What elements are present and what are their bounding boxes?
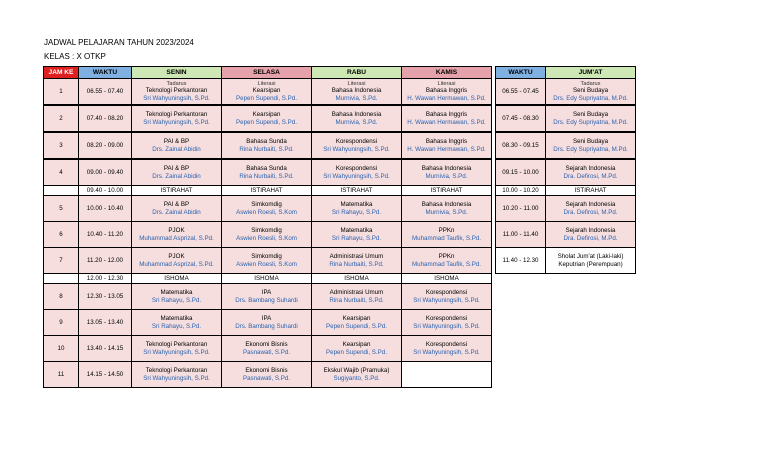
teacher-name: Murnivia, S.Pd. <box>335 94 378 102</box>
lesson-cell <box>312 159 402 186</box>
lesson-cell <box>402 336 492 362</box>
subject-name: Ekonomi Bisnis <box>245 367 288 375</box>
header-jam-ke: JAM KE <box>44 67 79 79</box>
lesson-cell <box>312 362 402 388</box>
subject-name: PPKn <box>438 253 455 261</box>
lesson-cell <box>402 310 492 336</box>
waktu-cell: 14.15 - 14.50 <box>79 362 132 388</box>
lesson-cell <box>222 310 312 336</box>
subject-name: Bahasa Indonesia <box>331 87 382 95</box>
teacher-name: Drs. Edy Supriyatna, M.Pd. <box>553 145 628 153</box>
teacher-name: Drs. Bambang Suhardi <box>235 322 298 330</box>
table-row <box>44 362 492 388</box>
friday-lesson-cell <box>546 196 636 222</box>
friday-waktu-cell: 11.00 - 11.40 <box>496 222 546 248</box>
table-row <box>44 284 492 310</box>
subject-name: Teknologi Perkantoran <box>145 111 208 119</box>
header-rabu: RABU <box>312 67 402 79</box>
teacher-name: Aswien Roesli, S.Kom <box>236 208 297 216</box>
waktu-cell: 12.00 - 12.30 <box>79 274 132 284</box>
teacher-name: Rina Nurbaiti, S.Pd. <box>239 172 294 180</box>
lesson-cell <box>222 196 312 222</box>
teacher-name: Pepen Supendi, S.Pd. <box>326 348 387 356</box>
subject-name: Matematika <box>160 289 193 297</box>
subject-name: Bahasa Indonesia <box>421 201 472 209</box>
break-cell: ISHOMA <box>222 274 312 284</box>
friday-row <box>496 105 636 132</box>
break-row <box>44 274 492 284</box>
lesson-cell <box>222 336 312 362</box>
subject-name: Teknologi Perkantoran <box>145 367 208 375</box>
subject-name: Matematika <box>160 315 193 323</box>
lesson-cell <box>132 159 222 186</box>
lesson-cell <box>312 222 402 248</box>
friday-header-waktu: WAKTU <box>496 67 546 79</box>
waktu-cell: 07.40 - 08.20 <box>79 105 132 132</box>
lesson-cell <box>222 362 312 388</box>
teacher-name: H. Wawan Hermawan, S.Pd. <box>407 94 486 102</box>
jam-ke-cell: 6 <box>44 222 79 248</box>
subject-name: Kearsipan <box>342 315 371 323</box>
lesson-cell <box>312 336 402 362</box>
teacher-name: Drs. Zainal Abidin <box>152 208 201 216</box>
subject-name: Teknologi Perkantoran <box>145 341 208 349</box>
subject-name: PPKn <box>438 227 455 235</box>
teacher-name: Sri Wahyuningsih, S.Pd. <box>413 348 480 356</box>
subject-name: Bahasa Sunda <box>246 138 287 146</box>
jam-ke-cell: 1 <box>44 79 79 106</box>
teacher-name: Muhammad Asprizal, S.Pd. <box>139 234 214 242</box>
teacher-name: Muhammad Asprizal, S.Pd. <box>139 260 214 268</box>
lesson-cell <box>402 222 492 248</box>
teacher-name: Muhammad Taufik, S.Pd. <box>411 260 481 268</box>
jam-ke-cell: 2 <box>44 105 79 132</box>
friday-waktu-cell: 10.00 - 10.20 <box>496 186 546 196</box>
lesson-cell <box>132 79 222 106</box>
lesson-cell <box>222 222 312 248</box>
header-jumat: JUM'AT <box>546 67 636 79</box>
teacher-name: Dra. Defirosi, M.Pd. <box>563 208 618 216</box>
subject-name: Simkomdig <box>251 201 282 209</box>
friday-waktu-cell: 10.20 - 11.00 <box>496 196 546 222</box>
subject-name: PAI & BP <box>163 138 190 146</box>
subject-note: Keputrian (Perempuan) <box>558 260 623 268</box>
subject-name: Ekskul Wajib (Pramuka) <box>323 367 390 375</box>
table-row <box>44 159 492 186</box>
teacher-name: Sri Wahyuningsih, S.Pd. <box>143 118 210 126</box>
teacher-name: Aswien Roesli, S.Kom <box>236 260 297 268</box>
table-row <box>44 336 492 362</box>
subject-name: Sejarah Indonesia <box>565 201 616 209</box>
teacher-name: Murnivia, S.Pd. <box>425 172 468 180</box>
lesson-cell <box>402 196 492 222</box>
lesson-cell <box>402 159 492 186</box>
subject-name: IPA <box>261 315 272 323</box>
lesson-cell <box>132 310 222 336</box>
teacher-name: Sri Wahyuningsih, S.Pd. <box>143 348 210 356</box>
teacher-name: Drs. Edy Supriyatna, M.Pd. <box>553 94 628 102</box>
literacy-label: Literasi <box>257 81 276 88</box>
lesson-cell <box>402 132 492 159</box>
break-cell: ISTIRAHAT <box>222 186 312 196</box>
literacy-label: Literasi <box>437 81 456 88</box>
teacher-name: Muhammad Taufik, S.Pd. <box>411 234 481 242</box>
break-row <box>44 186 492 196</box>
friday-row <box>496 159 636 186</box>
teacher-name: Pasnawati, S.Pd. <box>242 348 291 356</box>
friday-lesson-cell <box>546 79 636 106</box>
lesson-cell <box>132 132 222 159</box>
teacher-name: Drs. Zainal Abidin <box>152 145 201 153</box>
friday-row <box>496 196 636 222</box>
subject-name: Simkomdig <box>251 253 282 261</box>
lesson-cell <box>132 105 222 132</box>
subject-name: PAI & BP <box>163 201 190 209</box>
teacher-name: H. Wawan Hermawan, S.Pd. <box>407 145 486 153</box>
subject-name: Korespondensi <box>425 341 468 349</box>
friday-row <box>496 79 636 106</box>
lesson-cell <box>312 105 402 132</box>
subject-name: Bahasa Sunda <box>246 165 287 173</box>
literacy-label: Literasi <box>347 81 366 88</box>
subject-name: Kearsipan <box>342 341 371 349</box>
teacher-name: Sri Wahyuningsih, S.Pd. <box>143 374 210 382</box>
lesson-cell <box>222 248 312 274</box>
friday-lesson-cell <box>546 159 636 186</box>
lesson-cell <box>222 105 312 132</box>
header-senin: SENIN <box>132 67 222 79</box>
lesson-cell <box>312 132 402 159</box>
subject-name: Sejarah Indonesia <box>565 227 616 235</box>
jam-ke-cell <box>44 274 79 284</box>
table-row <box>44 248 492 274</box>
subject-name: Matematika <box>340 227 373 235</box>
lesson-cell <box>222 284 312 310</box>
subject-name: Sejarah Indonesia <box>565 165 616 173</box>
teacher-name: Aswien Roesli, S.Kom <box>236 234 297 242</box>
subject-name: Korespondensi <box>425 315 468 323</box>
teacher-name: Sugiyanto, S.Pd. <box>333 374 380 382</box>
break-cell: ISTIRAHAT <box>402 186 492 196</box>
friday-lesson-cell <box>546 248 636 274</box>
subject-name: Sholat Jum'at (Laki-laki) <box>557 253 624 261</box>
teacher-name: Murnivia, S.Pd. <box>425 208 468 216</box>
subject-name: Kearsipan <box>252 111 281 119</box>
subject-name: Korespondensi <box>335 165 378 173</box>
break-cell: ISHOMA <box>402 274 492 284</box>
weekly-schedule-table <box>43 66 492 388</box>
waktu-cell: 09.00 - 09.40 <box>79 159 132 186</box>
friday-row <box>496 248 636 274</box>
teacher-name: Pepen Supendi, S.Pd. <box>236 118 297 126</box>
teacher-name: Murnivia, S.Pd. <box>335 118 378 126</box>
subject-name: Bahasa Inggris <box>425 111 468 119</box>
subject-name: Teknologi Perkantoran <box>145 87 208 95</box>
lesson-cell <box>312 310 402 336</box>
waktu-cell: 10.40 - 11.20 <box>79 222 132 248</box>
friday-break-cell: ISTIRAHAT <box>546 186 636 196</box>
friday-waktu-cell: 07.45 - 08.30 <box>496 105 546 132</box>
jam-ke-cell: 4 <box>44 159 79 186</box>
lesson-cell <box>312 284 402 310</box>
table-row <box>44 196 492 222</box>
table-row <box>44 310 492 336</box>
subject-name: PAI & BP <box>163 165 190 173</box>
header-kamis: KAMIS <box>402 67 492 79</box>
table-row <box>44 222 492 248</box>
lesson-cell <box>312 196 402 222</box>
friday-break-row <box>496 186 636 196</box>
lesson-cell <box>132 196 222 222</box>
waktu-cell: 06.55 - 07.40 <box>79 79 132 106</box>
waktu-cell: 10.00 - 10.40 <box>79 196 132 222</box>
lesson-cell <box>312 248 402 274</box>
lesson-cell <box>312 79 402 106</box>
waktu-cell: 13.05 - 13.40 <box>79 310 132 336</box>
teacher-name: Drs. Zainal Abidin <box>152 172 201 180</box>
friday-header-row <box>496 67 636 79</box>
literacy-label: Tadarus <box>580 81 601 88</box>
teacher-name: Pepen Supendi, S.Pd. <box>236 94 297 102</box>
table-row <box>44 132 492 159</box>
table-header-row <box>44 67 492 79</box>
teacher-name: Sri Rahayu, S.Pd. <box>331 208 382 216</box>
friday-waktu-cell: 06.55 - 07.45 <box>496 79 546 106</box>
friday-row <box>496 132 636 159</box>
teacher-name: Sri Wahyuningsih, S.Pd. <box>413 322 480 330</box>
lesson-cell <box>222 79 312 106</box>
lesson-cell <box>402 284 492 310</box>
teacher-name: Rina Nurbaiti, S.Pd. <box>329 296 384 304</box>
break-cell: ISTIRAHAT <box>312 186 402 196</box>
lesson-cell <box>402 79 492 106</box>
teacher-name: Pepen Supendi, S.Pd. <box>326 322 387 330</box>
break-cell: ISTIRAHAT <box>132 186 222 196</box>
subject-name: Simkomdig <box>251 227 282 235</box>
friday-lesson-cell <box>546 132 636 159</box>
subject-name: Seni Budaya <box>572 138 609 146</box>
subject-name: Bahasa Inggris <box>425 87 468 95</box>
waktu-cell: 11.20 - 12.00 <box>79 248 132 274</box>
waktu-cell: 09.40 - 10.00 <box>79 186 132 196</box>
lesson-cell <box>132 222 222 248</box>
lesson-cell <box>402 248 492 274</box>
teacher-name: Sri Wahyuningsih, S.Pd. <box>323 145 390 153</box>
subject-name: PJOK <box>168 253 185 261</box>
lesson-cell <box>222 132 312 159</box>
friday-waktu-cell: 11.40 - 12.30 <box>496 248 546 274</box>
teacher-name: Rina Nurbaiti, S.Pd. <box>239 145 294 153</box>
table-row <box>44 79 492 106</box>
teacher-name: Drs. Bambang Suhardi <box>235 296 298 304</box>
teacher-name: Drs. Edy Supriyatna, M.Pd. <box>553 118 628 126</box>
header-selasa: SELASA <box>222 67 312 79</box>
jam-ke-cell: 8 <box>44 284 79 310</box>
subject-name: Ekonomi Bisnis <box>245 341 288 349</box>
teacher-name: Sri Wahyuningsih, S.Pd. <box>413 296 480 304</box>
subject-name: Kearsipan <box>252 87 281 95</box>
literacy-label: Tadarus <box>166 81 187 88</box>
jam-ke-cell: 7 <box>44 248 79 274</box>
header-waktu: WAKTU <box>79 67 132 79</box>
friday-waktu-cell: 09.15 - 10.00 <box>496 159 546 186</box>
lesson-cell <box>132 248 222 274</box>
lesson-cell <box>402 362 492 388</box>
teacher-name: Sri Wahyuningsih, S.Pd. <box>323 172 390 180</box>
friday-lesson-cell <box>546 222 636 248</box>
teacher-name: Sri Rahayu, S.Pd. <box>331 234 382 242</box>
teacher-name: Sri Rahayu, S.Pd. <box>151 322 202 330</box>
jam-ke-cell: 9 <box>44 310 79 336</box>
friday-lesson-cell <box>546 105 636 132</box>
lesson-cell <box>222 159 312 186</box>
subject-name: IPA <box>261 289 272 297</box>
subject-name: Administrasi Umum <box>329 253 384 261</box>
jam-ke-cell: 11 <box>44 362 79 388</box>
subject-name: Bahasa Inggris <box>425 138 468 146</box>
waktu-cell: 12.30 - 13.05 <box>79 284 132 310</box>
waktu-cell: 08.20 - 09.00 <box>79 132 132 159</box>
friday-schedule-table <box>495 66 636 274</box>
jam-ke-cell <box>44 186 79 196</box>
teacher-name: Dra. Defirosi, M.Pd. <box>563 234 618 242</box>
subject-name: PJOK <box>168 227 185 235</box>
jam-ke-cell: 3 <box>44 132 79 159</box>
lesson-cell <box>402 105 492 132</box>
teacher-name: Sri Rahayu, S.Pd. <box>151 296 202 304</box>
jam-ke-cell: 10 <box>44 336 79 362</box>
break-cell: ISHOMA <box>312 274 402 284</box>
lesson-cell <box>132 362 222 388</box>
subject-name: Matematika <box>340 201 373 209</box>
table-row <box>44 105 492 132</box>
schedule-title: JADWAL PELAJARAN TAHUN 2023/2024 <box>44 38 194 47</box>
teacher-name: Pasnawati, S.Pd. <box>242 374 291 382</box>
subject-name: Seni Budaya <box>572 111 609 119</box>
teacher-name: Dra. Defirosi, M.Pd. <box>563 172 618 180</box>
class-label: KELAS : X OTKP <box>44 52 106 61</box>
friday-row <box>496 222 636 248</box>
subject-name: Korespondensi <box>425 289 468 297</box>
subject-name: Seni Budaya <box>572 87 609 95</box>
lesson-cell <box>132 336 222 362</box>
subject-name: Administrasi Umum <box>329 289 384 297</box>
break-cell: ISHOMA <box>132 274 222 284</box>
jam-ke-cell: 5 <box>44 196 79 222</box>
subject-name: Bahasa Indonesia <box>331 111 382 119</box>
teacher-name: Rina Nurbaiti, S.Pd. <box>329 260 384 268</box>
teacher-name: H. Wawan Hermawan, S.Pd. <box>407 118 486 126</box>
subject-name: Korespondensi <box>335 138 378 146</box>
subject-name: Bahasa Indonesia <box>421 165 472 173</box>
teacher-name: Sri Wahyuningsih, S.Pd. <box>143 94 210 102</box>
waktu-cell: 13.40 - 14.15 <box>79 336 132 362</box>
lesson-cell <box>132 284 222 310</box>
friday-waktu-cell: 08.30 - 09.15 <box>496 132 546 159</box>
